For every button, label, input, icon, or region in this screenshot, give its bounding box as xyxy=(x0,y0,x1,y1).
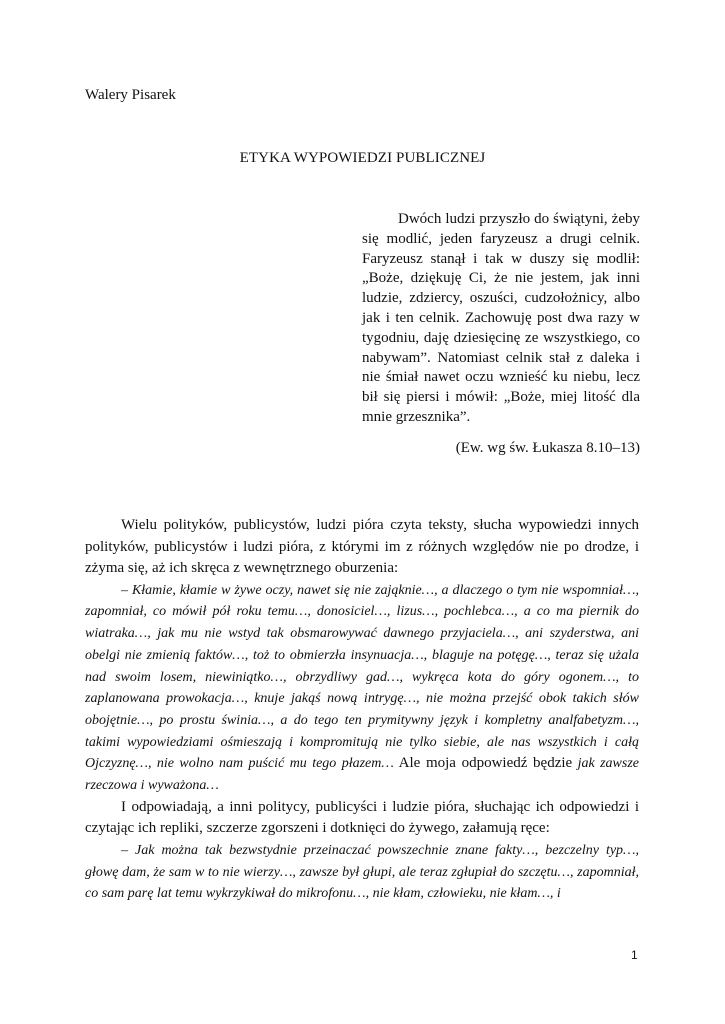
quote-1 xyxy=(85,580,639,797)
document-title: ETYKA WYPOWIEDZI PUBLICZNEJ xyxy=(239,150,486,166)
body-text xyxy=(85,515,639,905)
quote-1-tail: jak zawsze rzeczowa i wyważona… xyxy=(85,756,639,794)
quote-1-italic: – Kłamie, kłamie w żywe oczy, nawet się nie zająknie…, a dlaczego o tym nie wspomniał…, zapomniał, co mówił pół roku temu…, donosiciel…, lizus…, pochlebca…, a co ma piernik do wiatraka…, jak mu nie wstyd tak obsmarowywać dawnego przyjaciela…, ani szyderstwa, ani obelgi nie zmienią faktów…, toż to obmierzła insynuacja…, blaguje na potęgę…, teraz się użala nad swoim losem, niewiniątko…, obrzydliwy gad…, wykręca kota do góry ogonem…, to zaplanowana prowokacja…, knuje jakąś nową intrygę…, nie można przejść obok takich słów obojętnie…, po prostu świnia…, a do tego ten prymitywny język i kompletny analfabetyzm…, takimi wypowiedziami ośmieszają i kompromitują nie tylko siebie, ale nas wszystkich i całą Ojczyznę…, nie wolno nam puścić mu tego płazem… xyxy=(85,582,639,772)
author-name: Walery Pisarek xyxy=(85,87,176,103)
paragraph-1: Wielu polityków, publicystów, ludzi pióra czyta teksty, słucha wypowiedzi innych polityków, publicystów i ludzi pióra, z którymi im z różnych względów nie po drodze, i zżyma się, aż ich skręca z wewnętrznego oburzenia: xyxy=(85,517,639,577)
epigraph-source: (Ew. wg św. Łukasza 8.10–13) xyxy=(455,439,640,456)
paragraph-2: I odpowiadają, a inni politycy, publicyści i ludzie pióra, słuchając ich odpowiedzi i czytając ich repliki, szczerze zgorszeni i dotknięci do żywego, załamują ręce: xyxy=(85,798,639,837)
page-number: 1 xyxy=(631,948,638,962)
quote-2: – Jak można tak bezwstydnie przeinaczać powszechnie znane fakty…, bezczelny typ…, głowę dam, że sam w to nie wierzy…, zawsze był głupi, ale teraz zgłupiał do szczętu…, zapomniał, co sam parę lat temu wykrzykiwał do mikrofonu…, nie kłam, człowieku, nie kłam…, i xyxy=(85,843,639,902)
epigraph xyxy=(362,210,640,459)
quote-1-upright: Ale moja odpowiedź będzie xyxy=(393,755,573,772)
epigraph-text: Dwóch ludzi przyszło do świątyni, żeby się modlić, jeden faryzeusz a drugi celnik. Faryzeusz stanął i tak w duszy się modlił: „Boże, dziękuję Ci, że nie jestem, jak inni ludzie, zdziercy, oszuści, cudzołożnicy, albo jak i ten celnik. Zachowuję post dwa razy w tygodniu, daję dziesięcinę ze wszystkiego, co nabywam”. Natomiast celnik stał z daleka i nie śmiał nawet oczu wznieść ku niebu, lecz bił się piersi i mówił: „Boże, miej litość dla mnie grzesznika”. xyxy=(362,211,640,425)
